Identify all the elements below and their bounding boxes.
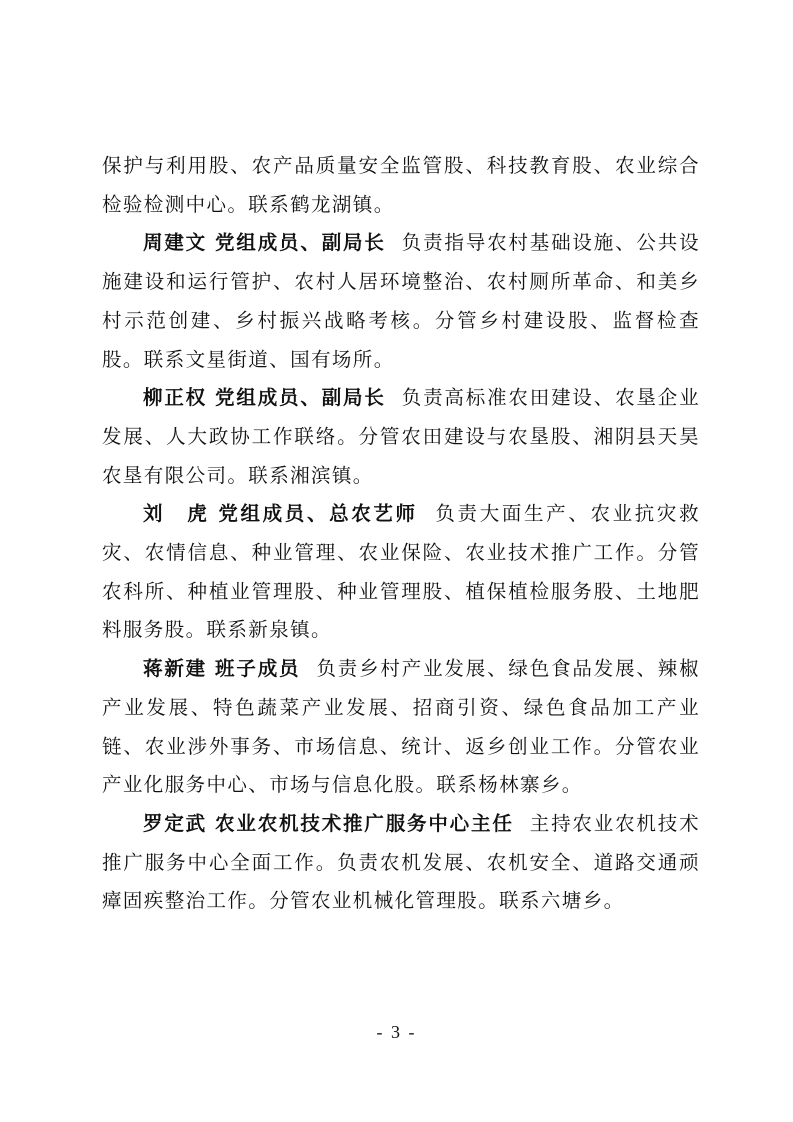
member-name: 蒋新建: [143, 657, 207, 681]
continuation-paragraph: [102, 147, 700, 224]
member-name: 刘 虎: [143, 502, 210, 526]
member-duties: 负责高标准农田建设、农垦企业发展、人大政协工作联络。分管农田建设与农垦股、湘阴县天昊农垦有限公司。联系湘滨镇。: [102, 386, 700, 487]
member-role: 党组成员、总农艺师: [218, 502, 418, 526]
member-role: 党组成员、副局长: [215, 231, 386, 255]
member-role: 班子成员: [215, 657, 301, 681]
member-paragraph: [102, 495, 700, 650]
page-number: - 3 -: [376, 1022, 417, 1042]
member-paragraph: [102, 650, 700, 805]
member-role: 党组成员、副局长: [215, 386, 386, 410]
member-duties: 主持农业农机技术推广服务中心全面工作。负责农机发展、农机安全、道路交通顽瘴固疾整治工作。分管农业机械化管理股。联系六塘乡。: [102, 811, 700, 913]
member-role: 农业农机技术推广服务中心主任: [215, 811, 514, 835]
member-duties: 负责指导农村基础设施、公共设施建设和运行管护、农村人居环境整治、农村厕所革命、和美乡村示范创建、乡村振兴战略考核。分管乡村建设股、监督检查股。联系文星街道、国有场所。: [102, 231, 700, 371]
member-name: 柳正权: [143, 386, 207, 410]
member-paragraph: [102, 224, 700, 379]
member-duties: 负责大面生产、农业抗灾救灾、农情信息、种业管理、农业保险、农业技术推广工作。分管农科所、种植业管理股、种业管理股、植保植检服务股、土地肥料服务股。联系新泉镇。: [102, 502, 700, 642]
member-paragraph: [102, 379, 700, 495]
document-body: [102, 147, 700, 921]
member-name: 周建文: [143, 231, 207, 255]
member-paragraph: [102, 805, 700, 921]
member-name: 罗定武: [143, 811, 207, 835]
member-duties: 负责乡村产业发展、绿色食品发展、辣椒产业发展、特色蔬菜产业发展、招商引资、绿色食品加工产业链、农业涉外事务、市场信息、统计、返乡创业工作。分管农业产业化服务中心、市场与信息化股。联系杨林寨乡。: [102, 657, 700, 797]
continuation-text: 保护与利用股、农产品质量安全监管股、科技教育股、农业综合检验检测中心。联系鹤龙湖镇。: [102, 154, 700, 216]
